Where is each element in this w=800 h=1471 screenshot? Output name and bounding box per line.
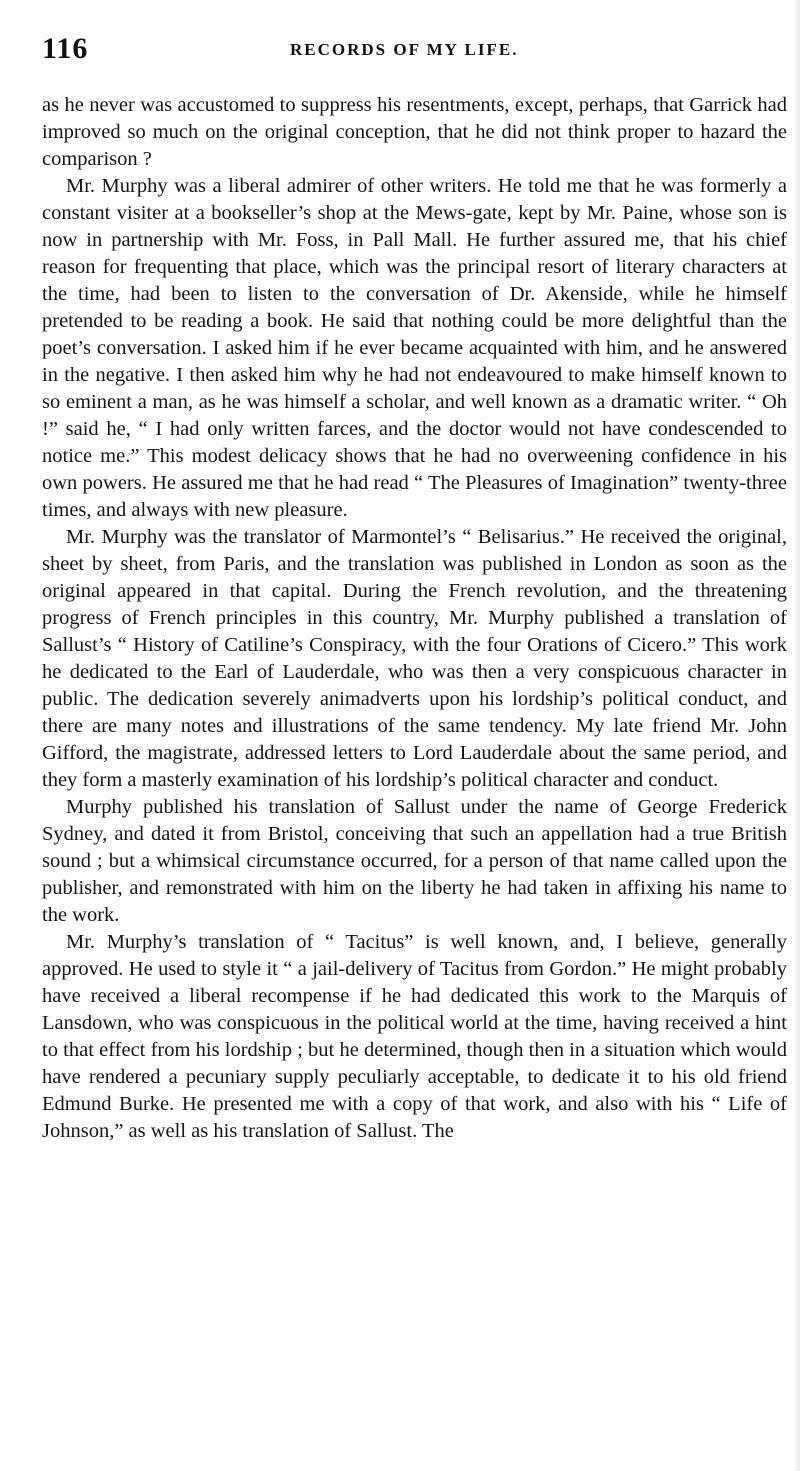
paragraph-sallust-pseudonym: Murphy published his translation of Sallust under the name of George Frederick Sydney, and dated it from Bristol, conceiving that such an appellation had a true British sound ; but a whimsical circumstance occurred, for a person of that name called upon the publisher, and remonstrated with him on the liberty he had taken in affixing his name to the work. — [42, 796, 787, 926]
paragraph-murphy-translator: Mr. Murphy was the translator of Marmontel’s “ Belisarius.” He received the original, sheet by sheet, from Paris, and the translation was published in London as soon as the original appeared in that capital. During the French revolution, and the threatening progress of French principles in this country, Mr. Murphy published a translation of Sallust’s “ History of Catiline’s Conspiracy, with the four Orations of Cicero.” This work he dedicated to the Earl of Lauderdale, who was then a very conspicuous character in public. The dedication severely animadverts upon his lordship’s political conduct, and there are many notes and illustrations of the same tendency. My late friend Mr. John Gifford, the magistrate, addressed letters to Lord Lauderdale about the same period, and they form a masterly examination of his lordship’s political character and conduct. — [42, 526, 787, 791]
page-edge — [794, 0, 800, 1471]
paragraph-tacitus: Mr. Murphy’s translation of “ Tacitus” is well known, and, I believe, generally approved. He used to style it “ a jail-delivery of Tacitus from Gordon.” He might probably have received a liberal recompense if he had dedicated this work to the Marquis of Lansdown, who was conspicuous in the political world at the time, having received a hint to that effect from his lordship ; but he determined, though then in a situation which would have rendered a pecuniary supply peculiarly acceptable, to dedicate it to his old friend Edmund Burke. He presented me with a copy of that work, and also with his “ Life of Johnson,” as well as his translation of Sallust. The — [42, 931, 787, 1142]
running-head — [42, 32, 752, 72]
paragraph-murphy-admirer: Mr. Murphy was a liberal admirer of other writers. He told me that he was formerly a constant visiter at a bookseller’s shop at the Mews-gate, kept by Mr. Paine, whose son is now in partnership with Mr. Foss, in Pall Mall. He further assured me, that his chief reason for frequenting that place, which was the principal resort of literary characters at the time, had been to listen to the conversation of Dr. Akenside, while he himself pretended to be reading a book. He said that nothing could be more delightful than the poet’s conversation. I asked him if he ever became acquainted with him, and he answered in the negative. I then asked him why he had not endeavoured to make himself known to so eminent a man, as he was himself a scholar, and well known as a dramatic writer. “ Oh !” said he, “ I had only written farces, and the doctor would not have condescended to notice me.” This modest delicacy shows that he had no overweening confidence in his own powers. He assured me that he had read “ The Pleasures of Imagination” twenty-three times, and always with new pleasure. — [42, 175, 787, 521]
running-title: RECORDS OF MY LIFE. — [290, 40, 519, 59]
paragraph-continued: as he never was accustomed to suppress his resentments, except, perhaps, that Garrick had improved so much on the original conception, that he did not think proper to hazard the comparison ? — [42, 94, 787, 170]
body-text — [42, 92, 787, 1145]
page-number: 116 — [42, 32, 89, 65]
